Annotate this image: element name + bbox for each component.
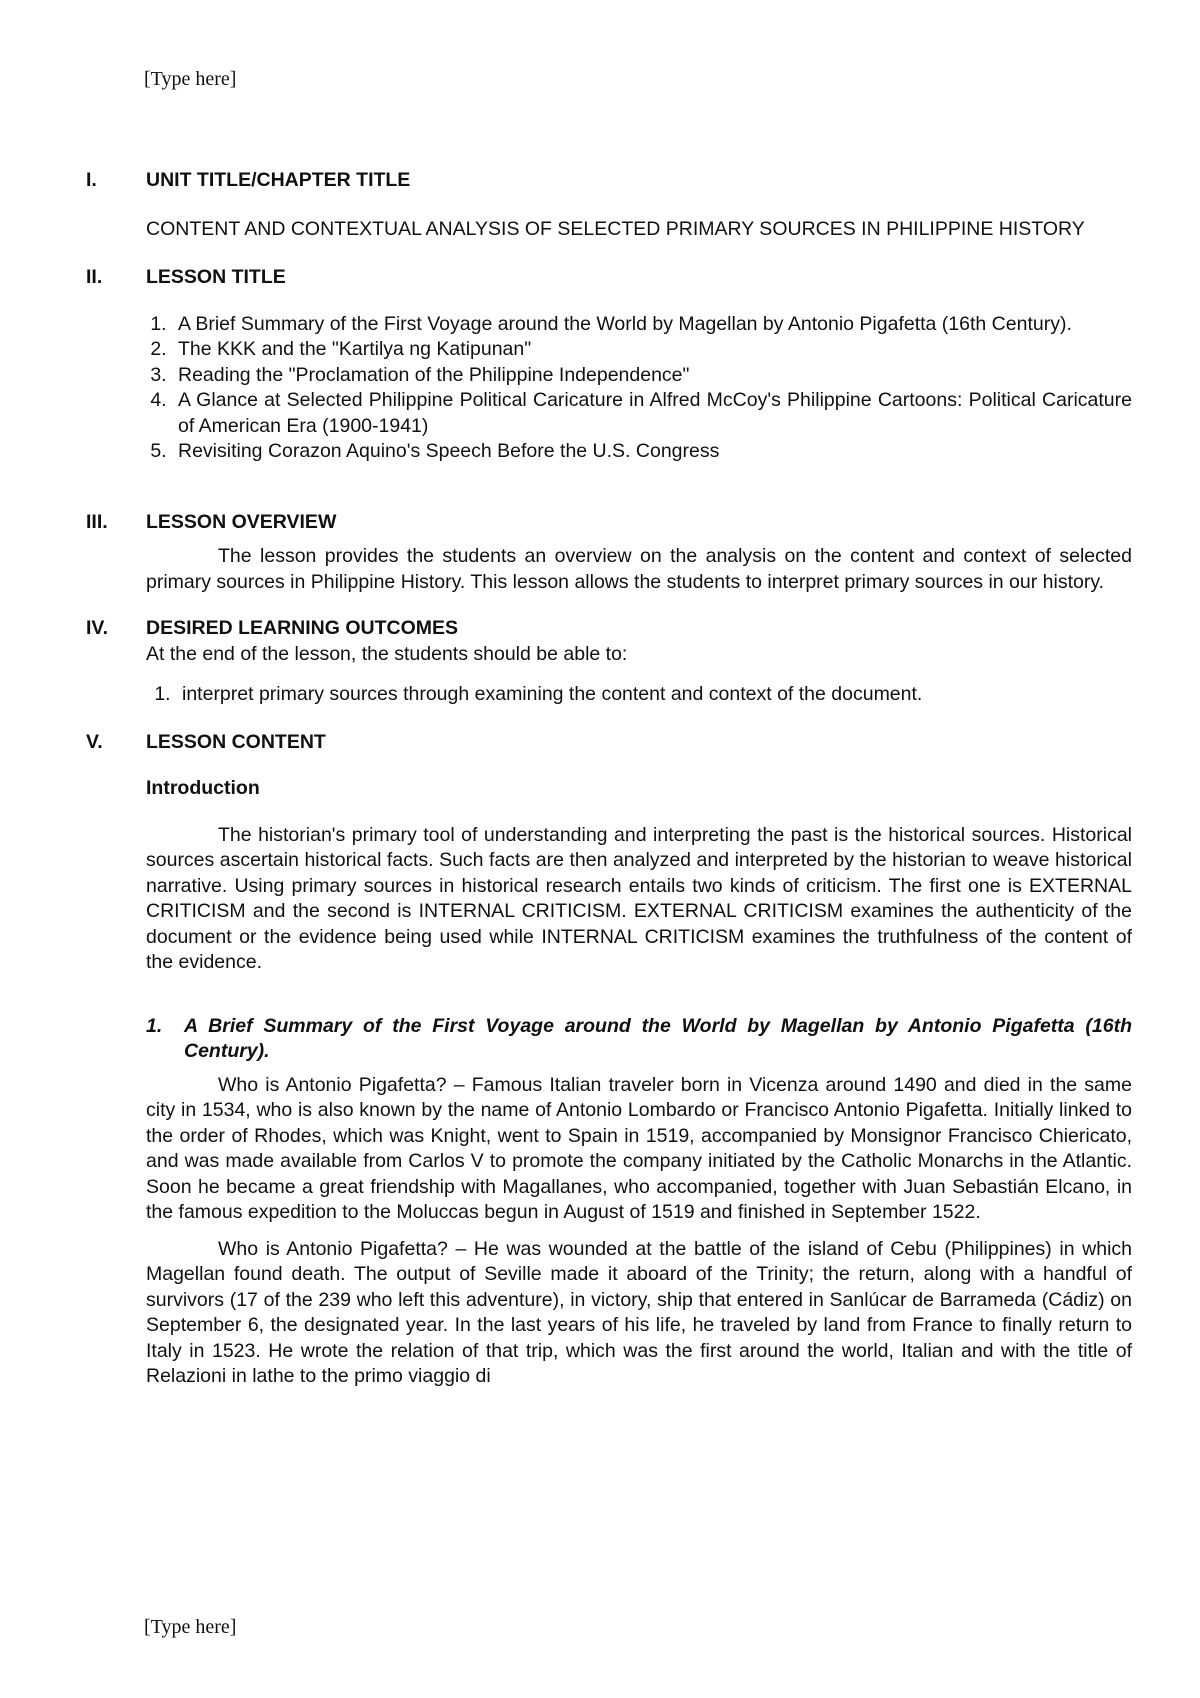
body-paragraph: Who is Antonio Pigafetta? – He was wounded at the battle of the island of Cebu (Philippines) in which Magellan found death. The output of Seville made it aboard of the Trinity; the return, along with a handful of survivors (17 of the 239 who left this adventure), in victory, ship that entered in Sanlúcar de Barrameda (Cádiz) on September 6, the designated year. In the last years of his life, he traveled by land from France to finally return to Italy in 1523. He wrote the relation of that trip, which was the first around the world, Italian and with the title of Relazioni in lathe to the primo viaggio di <box>146 1237 1132 1387</box>
outcomes-intro: At the end of the lesson, the students should be able to: <box>146 642 628 665</box>
introduction-paragraph: The historian's primary tool of understanding and interpreting the past is the historical sources. Historical sources ascertain historical facts. Such facts are then analyzed and interpreted by the historian to weave historical narrative. Using primary sources in historical research entails two kinds of criticism. The first one is EXTERNAL CRITICISM and the second is INTERNAL CRITICISM. EXTERNAL CRITICISM examines the authenticity of the document or the evidence being used while INTERNAL CRITICISM examines the truthfulness of the content of the evidence. <box>146 823 1132 973</box>
section-title: LESSON OVERVIEW <box>146 510 337 533</box>
document-body <box>86 168 1132 1390</box>
lesson-title-list <box>146 312 1132 465</box>
section-title: LESSON TITLE <box>146 266 286 288</box>
overview-paragraph: The lesson provides the students an overview on the analysis on the content and context of selected primary sources in Philippine History. This lesson allows the students to interpret primary sources in our history. <box>146 545 1132 593</box>
list-item: 1. interpret primary sources through examining the content and context of the document. <box>176 682 1132 708</box>
section-title: DESIRED LEARNING OUTCOMES <box>146 617 459 639</box>
section-lesson-title-heading <box>86 265 1132 291</box>
topic-number: 1. <box>146 1014 163 1037</box>
section-number: V. <box>86 730 103 753</box>
topic-heading <box>146 1014 1132 1065</box>
list-item: 5. Revisiting Corazon Aquino's Speech Before the U.S. Congress <box>172 439 1132 465</box>
body-paragraph: Who is Antonio Pigafetta? – Famous Italian traveler born in Vicenza around 1490 and died in the same city in 1534, who is also known by the name of Antonio Lombardo or Francisco Antonio Pigafetta. Initially linked to the order of Rhodes, which was Knight, went to Spain in 1519, accompanied by Monsignor Francisco Chiericato, and was made available from Carlos V to promote the company initiated by the Catholic Monarchs in the Atlantic. Soon he became a great friendship with Magallanes, who accompanied, together with Juan Sebastián Elcano, in the famous expedition to the Moluccas begun in August of 1519 and finished in September 1522. <box>146 1073 1132 1223</box>
section-number: III. <box>86 510 108 533</box>
section-number: I. <box>86 169 97 191</box>
outcomes-list <box>146 682 1132 708</box>
section-overview-heading <box>86 510 1132 536</box>
list-item: 3. Reading the "Proclamation of the Philippine Independence" <box>172 363 1132 389</box>
section-number: IV. <box>86 617 109 639</box>
unit-title-text: CONTENT AND CONTEXTUAL ANALYSIS OF SELECTED PRIMARY SOURCES IN PHILIPPINE HISTORY <box>146 217 1085 240</box>
section-title: UNIT TITLE/CHAPTER TITLE <box>146 169 411 191</box>
page-header: [Type here] <box>144 68 237 90</box>
list-item: 1. A Brief Summary of the First Voyage around the World by Magellan by Antonio Pigafetta (16th Century). <box>172 312 1132 338</box>
section-title: LESSON CONTENT <box>146 730 326 753</box>
list-item: 4. A Glance at Selected Philippine Political Caricature in Alfred McCoy's Philippine Cartoons: Political Caricature of American Era (1900-1941) <box>172 388 1132 439</box>
introduction-heading: Introduction <box>146 777 260 799</box>
list-item: 2. The KKK and the "Kartilya ng Katipunan" <box>172 337 1132 363</box>
page-footer: [Type here] <box>144 1616 237 1638</box>
section-outcomes-heading <box>86 616 1132 642</box>
section-number: II. <box>86 266 103 288</box>
topic-title: A Brief Summary of the First Voyage around the World by Magellan by Antonio Pigafetta (16th Century). <box>184 1014 1132 1062</box>
section-unit-heading <box>86 168 1132 194</box>
section-content-heading <box>86 730 1132 756</box>
